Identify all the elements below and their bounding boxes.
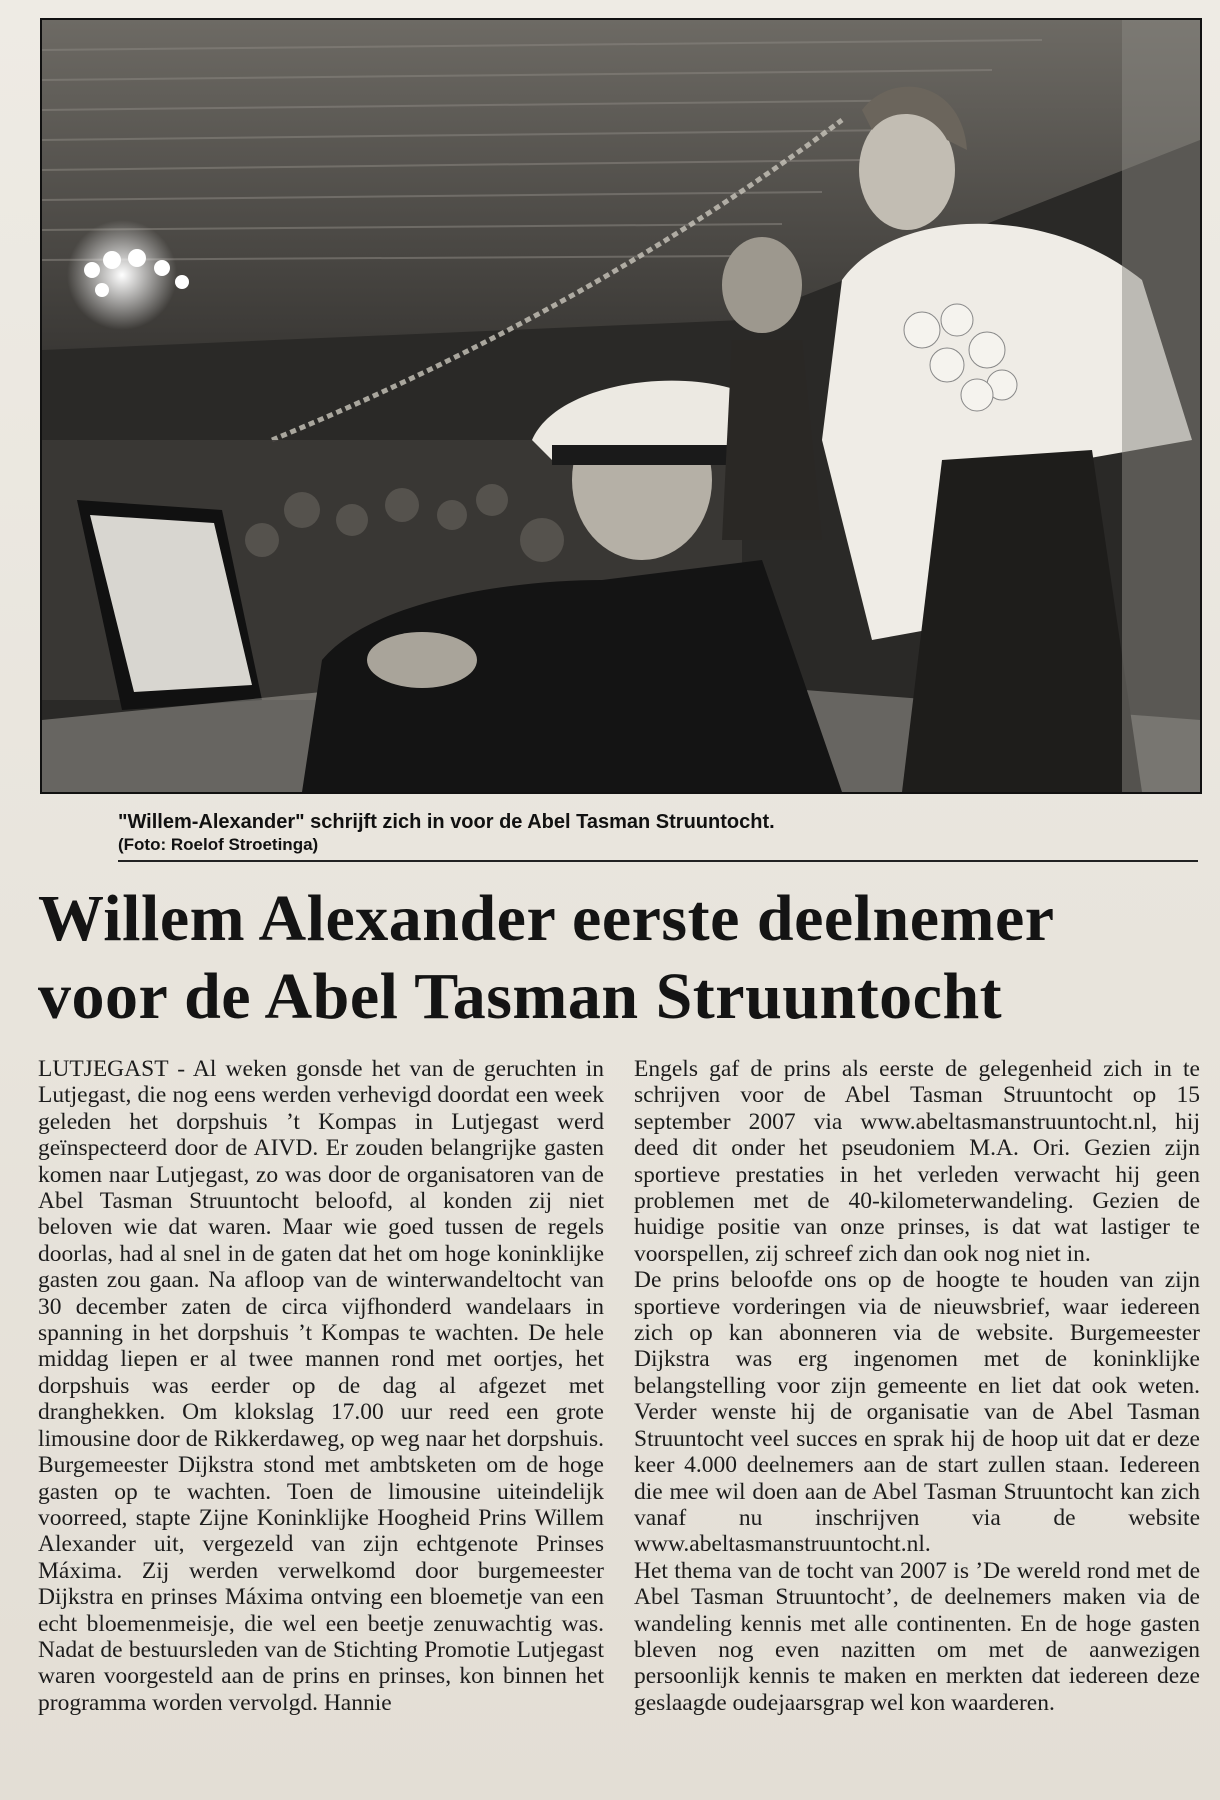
photo-credit: (Foto: Roelof Stroetinga)	[118, 835, 319, 854]
article-paragraph: LUTJEGAST - Al weken gonsde het van de geruchten in Lutjegast, die nog eens werden verhevigd doordat een week geleden het dorpshuis ’t Kompas in Lutjegast werd geïnspecteerd door de AIVD. Er zouden belangrijke gasten komen naar Lutjegast, zo was door de organisatoren van de Abel Tasman Struuntocht beloofd, al konden zij niet beloven wie dat waren. Maar wie goed tussen de regels doorlas, had al snel in de gaten dat het om hoge koninklijke gasten zou gaan. Na afloop van de winterwandeltocht van 30 december zaten de circa vijfhonderd wandelaars in spanning in het dorpshuis ’t Kompas te wachten. De hele middag liepen er al twee mannen rond met oortjes, het dorpshuis was eerder op de dag al afgezet met dranghekken. Om klokslag 17.00 uur reed een grote limousine door de Rikkerdaweg, op weg naar het dorpshuis. Burgemeester Dijkstra stond met ambtsketen om de hoge gasten op te wachten. Toen de limousine uiteindelijk voorreed, stapte Zijne Koninklijke Hoogheid Prins Willem Alexander uit, vergezeld van zijn echtgenote Prinses Máxima. Zij werden verwelkomd door burgemeester Dijkstra en prinses Máxima ontving een bloemetje van een echt bloemenmeisje, die wel een beetje zenuwachtig was. Nadat de bestuursleden van de Stichting Promotie Lutjegast waren voorgesteld aan de prins en prinses, kon binnen het programma worden vervolgd. Hannie	[38, 1056, 604, 1716]
hands	[367, 632, 477, 688]
headline-line-2: voor de Abel Tasman Struuntocht	[38, 960, 1003, 1033]
caption-text: "Willem-Alexander" schrijft zich in voor de Abel Tasman Struuntocht.	[118, 811, 775, 833]
article-column-right	[634, 1056, 1200, 1716]
woman-background	[722, 237, 802, 333]
photo-illustration	[42, 20, 1200, 792]
article-paragraph: De prins beloofde ons op de hoogte te houden van zijn sportieve vorderingen via de nieuwsbrief, waar iedereen zich op kan abonneren via de website. Burgemeester Dijkstra was erg ingenomen met de koninklijke belangstelling voor zijn gemeente en liet dat ook weten. Verder wenste hij de organisatie van de Abel Tasman Struuntocht veel succes en sprak hij de hoop uit dat er deze keer 4.000 deelnemers aan de start zullen staan. Iedereen die mee wil doen aan de Abel Tasman Struuntocht kan zich vanaf nu inschrijven via de website www.abeltasmanstruuntocht.nl.	[634, 1267, 1200, 1558]
article-paragraph: Het thema van de tocht van 2007 is ’De wereld rond met de Abel Tasman Struuntocht’, de deelnemers maken via de wandeling kennis met alle continenten. En de hoge gasten bleven nog even nazitten om met de aanwezigen persoonlijk kennis te maken en merkten dat iedereen deze geslaagde oudejaarsgrap wel kon waarderen.	[634, 1557, 1200, 1716]
wall-panel	[1122, 20, 1200, 792]
photo-caption	[118, 810, 1178, 856]
article-column-left	[38, 1056, 604, 1716]
headline	[38, 880, 1208, 1036]
divider-rule	[118, 860, 1198, 862]
article-paragraph: Engels gaf de prins als eerste de gelegenheid zich in te schrijven voor de Abel Tasman Struuntocht op 15 september 2007 via www.abeltasmanstruuntocht.nl, hij deed dit onder het pseudoniem M.A. Ori. Gezien zijn sportieve prestaties in het verleden verwacht hij geen problemen met de 40-kilometerwandeling. Gezien de huidige positie van onze prinses, is dat wat lastiger te voorspellen, zij schreef zich dan ook nog niet in.	[634, 1056, 1200, 1267]
headline-line-1: Willem Alexander eerste deelnemer	[38, 882, 1055, 955]
news-photo	[40, 18, 1202, 794]
